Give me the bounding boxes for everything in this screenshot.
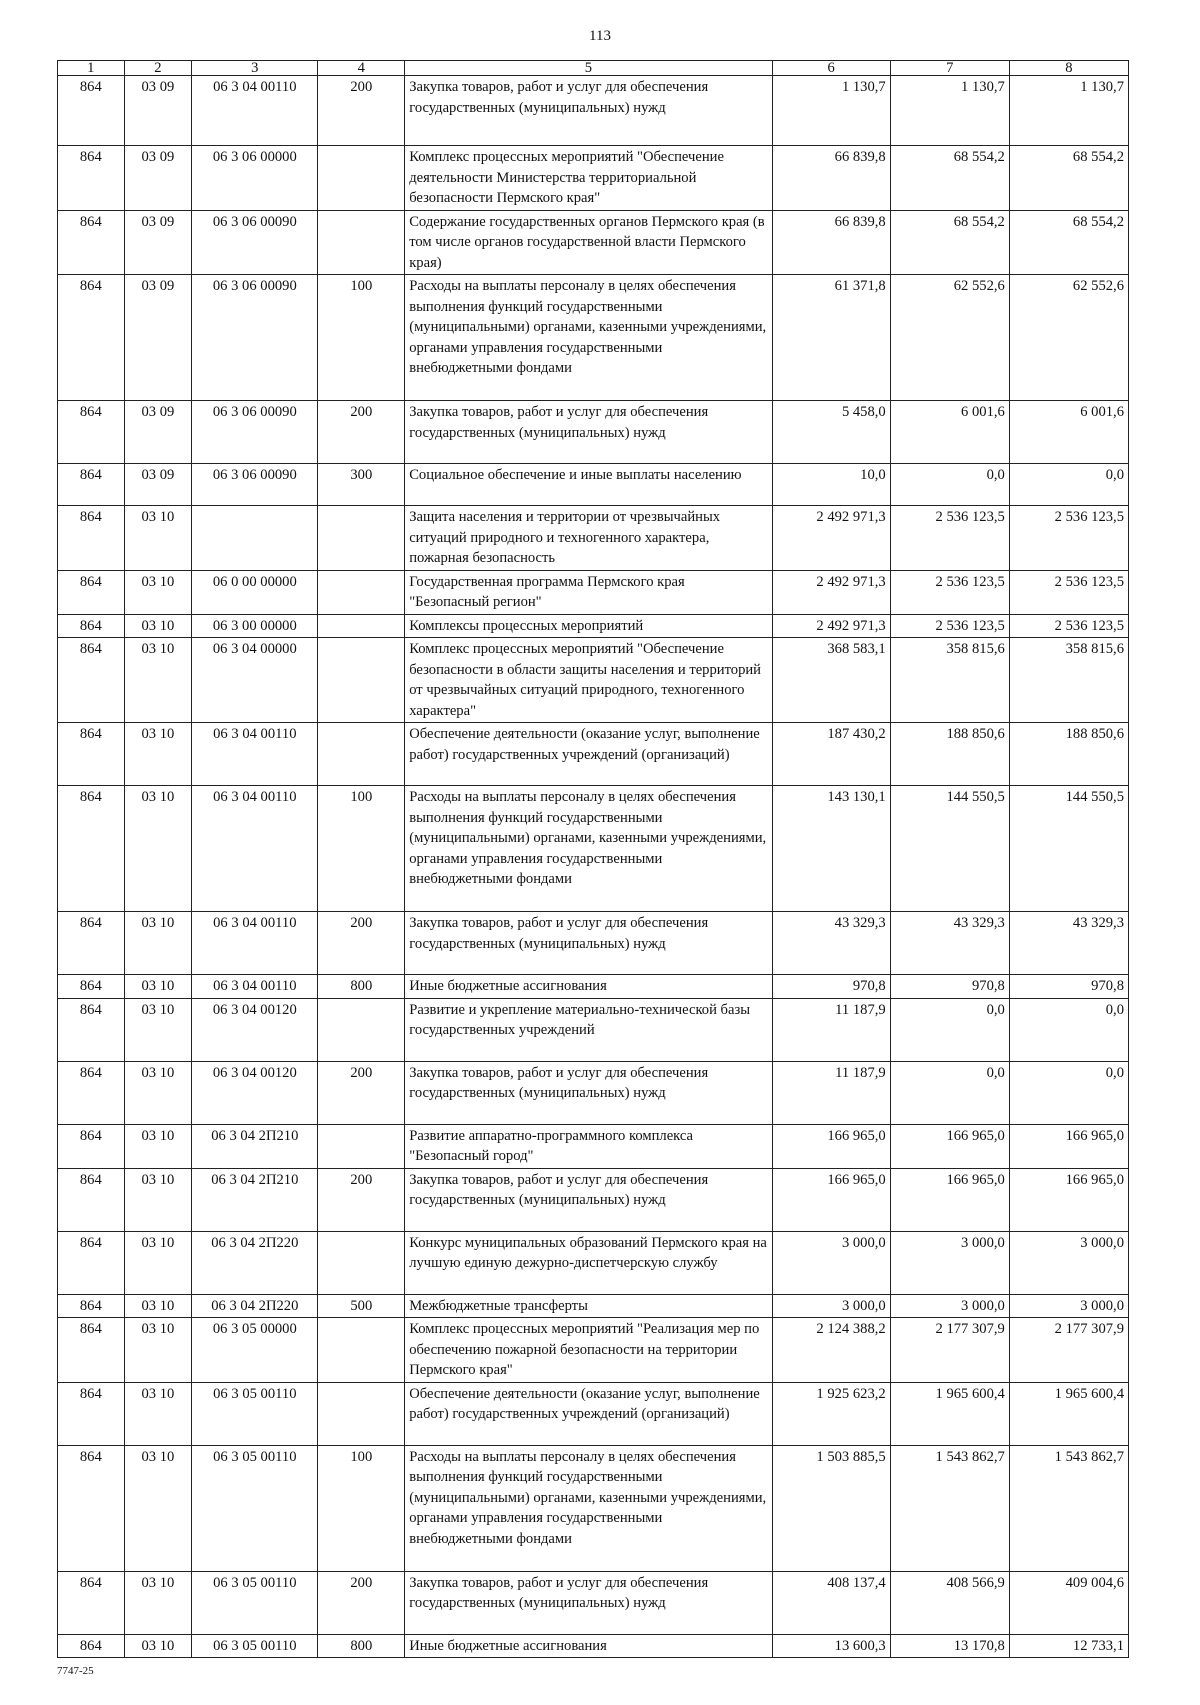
cell-amount-year-2: 188 850,6 [890,723,1009,786]
cell-item-name: Закупка товаров, работ и услуг для обеспечения государственных (муниципальных) нужд [405,1061,772,1124]
cell-amount-year-3: 68 554,2 [1009,146,1128,211]
cell-amount-year-1: 1 503 885,5 [772,1445,890,1571]
column-header: 2 [124,61,192,76]
table-row [58,638,1129,723]
cell-section-code: 03 10 [124,723,192,786]
cell-amount-year-2: 6 001,6 [890,401,1009,464]
cell-gov-code: 864 [58,275,125,401]
cell-section-code: 03 09 [124,146,192,211]
table-row [58,1571,1129,1634]
cell-gov-code: 864 [58,570,125,614]
cell-target-code: 06 3 04 2П220 [192,1231,318,1294]
cell-target-code: 06 0 00 00000 [192,570,318,614]
cell-section-code: 03 10 [124,506,192,571]
cell-item-name: Развитие аппаратно-программного комплекса "Безопасный город" [405,1124,772,1168]
cell-amount-year-1: 3 000,0 [772,1294,890,1318]
cell-amount-year-2: 68 554,2 [890,210,1009,275]
cell-amount-year-1: 11 187,9 [772,998,890,1061]
cell-section-code: 03 10 [124,1318,192,1383]
cell-target-code: 06 3 05 00110 [192,1382,318,1445]
cell-expense-type: 200 [318,1061,405,1124]
cell-amount-year-3: 409 004,6 [1009,1571,1128,1634]
cell-amount-year-1: 143 130,1 [772,786,890,912]
cell-amount-year-1: 66 839,8 [772,210,890,275]
cell-item-name: Конкурс муниципальных образований Пермского края на лучшую единую дежурно-диспетчерскую службу [405,1231,772,1294]
table-row [58,1445,1129,1571]
cell-gov-code: 864 [58,1124,125,1168]
cell-expense-type [318,614,405,638]
cell-amount-year-1: 61 371,8 [772,275,890,401]
cell-expense-type [318,998,405,1061]
cell-target-code: 06 3 04 00000 [192,638,318,723]
cell-expense-type: 300 [318,464,405,506]
cell-amount-year-2: 2 177 307,9 [890,1318,1009,1383]
cell-expense-type [318,1124,405,1168]
cell-target-code: 06 3 06 00090 [192,401,318,464]
cell-item-name: Иные бюджетные ассигнования [405,1634,772,1658]
cell-item-name: Закупка товаров, работ и услуг для обеспечения государственных (муниципальных) нужд [405,912,772,975]
cell-target-code: 06 3 06 00090 [192,464,318,506]
cell-amount-year-1: 43 329,3 [772,912,890,975]
cell-amount-year-3: 3 000,0 [1009,1294,1128,1318]
cell-amount-year-3: 970,8 [1009,975,1128,999]
table-row [58,464,1129,506]
column-header: 4 [318,61,405,76]
cell-amount-year-1: 13 600,3 [772,1634,890,1658]
cell-amount-year-3: 0,0 [1009,998,1128,1061]
cell-amount-year-1: 1 130,7 [772,76,890,146]
cell-amount-year-1: 66 839,8 [772,146,890,211]
cell-amount-year-3: 2 536 123,5 [1009,614,1128,638]
column-header: 8 [1009,61,1128,76]
cell-target-code: 06 3 04 2П220 [192,1294,318,1318]
page-number: 113 [589,28,611,44]
table-body [58,76,1129,1658]
cell-amount-year-1: 11 187,9 [772,1061,890,1124]
cell-amount-year-2: 2 536 123,5 [890,570,1009,614]
cell-amount-year-2: 3 000,0 [890,1294,1009,1318]
column-header: 7 [890,61,1009,76]
cell-amount-year-3: 1 543 862,7 [1009,1445,1128,1571]
cell-section-code: 03 09 [124,275,192,401]
cell-gov-code: 864 [58,975,125,999]
table-row [58,998,1129,1061]
cell-gov-code: 864 [58,1382,125,1445]
cell-section-code: 03 10 [124,1445,192,1571]
cell-section-code: 03 10 [124,1231,192,1294]
document-code: 7747-25 [57,1665,94,1677]
cell-expense-type: 100 [318,1445,405,1571]
cell-target-code: 06 3 04 2П210 [192,1124,318,1168]
cell-amount-year-2: 68 554,2 [890,146,1009,211]
cell-item-name: Расходы на выплаты персоналу в целях обеспечения выполнения функций государственными (муниципальными) органами, казенными учреждениями, органами управления государственными внебюджетными фондами [405,786,772,912]
cell-gov-code: 864 [58,464,125,506]
cell-item-name: Государственная программа Пермского края "Безопасный регион" [405,570,772,614]
cell-amount-year-3: 0,0 [1009,1061,1128,1124]
table-row [58,1382,1129,1445]
cell-expense-type: 800 [318,975,405,999]
cell-expense-type [318,210,405,275]
cell-amount-year-3: 166 965,0 [1009,1124,1128,1168]
cell-target-code: 06 3 06 00090 [192,210,318,275]
cell-expense-type [318,1382,405,1445]
cell-item-name: Закупка товаров, работ и услуг для обеспечения государственных (муниципальных) нужд [405,76,772,146]
column-header: 3 [192,61,318,76]
cell-gov-code: 864 [58,146,125,211]
cell-expense-type: 200 [318,912,405,975]
cell-amount-year-3: 2 177 307,9 [1009,1318,1128,1383]
cell-expense-type: 800 [318,1634,405,1658]
cell-amount-year-3: 62 552,6 [1009,275,1128,401]
cell-section-code: 03 10 [124,912,192,975]
cell-section-code: 03 10 [124,1382,192,1445]
cell-amount-year-2: 43 329,3 [890,912,1009,975]
cell-target-code: 06 3 05 00110 [192,1445,318,1571]
cell-amount-year-2: 1 543 862,7 [890,1445,1009,1571]
cell-item-name: Комплекс процессных мероприятий "Реализация мер по обеспечению пожарной безопасности на территории Пермского края" [405,1318,772,1383]
cell-gov-code: 864 [58,1061,125,1124]
cell-expense-type [318,506,405,571]
cell-amount-year-2: 144 550,5 [890,786,1009,912]
cell-target-code: 06 3 05 00110 [192,1571,318,1634]
table-row [58,786,1129,912]
table-row [58,723,1129,786]
cell-amount-year-1: 2 492 971,3 [772,614,890,638]
table-row [58,1231,1129,1294]
cell-section-code: 03 10 [124,1571,192,1634]
cell-target-code: 06 3 06 00090 [192,275,318,401]
cell-target-code: 06 3 04 00110 [192,912,318,975]
cell-item-name: Закупка товаров, работ и услуг для обеспечения государственных (муниципальных) нужд [405,1168,772,1231]
cell-section-code: 03 10 [124,1634,192,1658]
cell-section-code: 03 10 [124,1294,192,1318]
cell-gov-code: 864 [58,1445,125,1571]
cell-expense-type [318,723,405,786]
cell-amount-year-1: 2 492 971,3 [772,570,890,614]
cell-amount-year-2: 0,0 [890,998,1009,1061]
cell-section-code: 03 10 [124,975,192,999]
cell-amount-year-3: 188 850,6 [1009,723,1128,786]
cell-amount-year-3: 68 554,2 [1009,210,1128,275]
cell-gov-code: 864 [58,1294,125,1318]
cell-amount-year-3: 1 130,7 [1009,76,1128,146]
cell-item-name: Социальное обеспечение и иные выплаты населению [405,464,772,506]
cell-section-code: 03 10 [124,614,192,638]
cell-gov-code: 864 [58,1318,125,1383]
table-row [58,975,1129,999]
cell-item-name: Комплексы процессных мероприятий [405,614,772,638]
cell-amount-year-3: 1 965 600,4 [1009,1382,1128,1445]
table-row [58,401,1129,464]
cell-item-name: Развитие и укрепление материально-технической базы государственных учреждений [405,998,772,1061]
cell-gov-code: 864 [58,210,125,275]
cell-gov-code: 864 [58,76,125,146]
cell-gov-code: 864 [58,614,125,638]
cell-expense-type: 200 [318,401,405,464]
cell-item-name: Расходы на выплаты персоналу в целях обеспечения выполнения функций государственными (муниципальными) органами, казенными учреждениями, органами управления государственными внебюджетными фондами [405,1445,772,1571]
cell-amount-year-2: 13 170,8 [890,1634,1009,1658]
column-header: 1 [58,61,125,76]
cell-amount-year-2: 166 965,0 [890,1168,1009,1231]
cell-gov-code: 864 [58,1634,125,1658]
cell-section-code: 03 10 [124,1168,192,1231]
cell-gov-code: 864 [58,1571,125,1634]
cell-item-name: Закупка товаров, работ и услуг для обеспечения государственных (муниципальных) нужд [405,401,772,464]
cell-section-code: 03 10 [124,786,192,912]
cell-amount-year-3: 166 965,0 [1009,1168,1128,1231]
cell-expense-type: 100 [318,275,405,401]
table-row [58,1318,1129,1383]
cell-gov-code: 864 [58,1231,125,1294]
table-row [58,146,1129,211]
cell-section-code: 03 09 [124,464,192,506]
cell-amount-year-3: 3 000,0 [1009,1231,1128,1294]
cell-expense-type [318,146,405,211]
cell-amount-year-1: 3 000,0 [772,1231,890,1294]
cell-amount-year-1: 2 492 971,3 [772,506,890,571]
cell-gov-code: 864 [58,723,125,786]
cell-amount-year-3: 12 733,1 [1009,1634,1128,1658]
cell-amount-year-2: 408 566,9 [890,1571,1009,1634]
cell-item-name: Комплекс процессных мероприятий "Обеспечение безопасности в области защиты населения и территорий от чрезвычайных ситуаций природного, техногенного характера" [405,638,772,723]
table-row [58,506,1129,571]
cell-section-code: 03 09 [124,401,192,464]
cell-target-code: 06 3 04 00110 [192,723,318,786]
cell-item-name: Межбюджетные трансферты [405,1294,772,1318]
cell-expense-type: 200 [318,76,405,146]
cell-target-code: 06 3 04 00120 [192,1061,318,1124]
cell-expense-type: 200 [318,1168,405,1231]
cell-target-code: 06 3 05 00110 [192,1634,318,1658]
table-row [58,614,1129,638]
column-header: 5 [405,61,772,76]
cell-gov-code: 864 [58,786,125,912]
cell-target-code [192,506,318,571]
cell-expense-type: 100 [318,786,405,912]
cell-gov-code: 864 [58,638,125,723]
cell-item-name: Комплекс процессных мероприятий "Обеспечение деятельности Министерства территориальной безопасности Пермского края" [405,146,772,211]
cell-amount-year-2: 1 130,7 [890,76,1009,146]
cell-amount-year-2: 166 965,0 [890,1124,1009,1168]
cell-expense-type [318,570,405,614]
cell-target-code: 06 3 00 00000 [192,614,318,638]
cell-item-name: Иные бюджетные ассигнования [405,975,772,999]
table-header-row [58,61,1129,76]
cell-section-code: 03 10 [124,1124,192,1168]
table-row [58,1634,1129,1658]
column-header: 6 [772,61,890,76]
cell-amount-year-2: 3 000,0 [890,1231,1009,1294]
cell-amount-year-2: 358 815,6 [890,638,1009,723]
cell-amount-year-2: 62 552,6 [890,275,1009,401]
table-row [58,570,1129,614]
cell-amount-year-3: 2 536 123,5 [1009,570,1128,614]
cell-item-name: Расходы на выплаты персоналу в целях обеспечения выполнения функций государственными (муниципальными) органами, казенными учреждениями, органами управления государственными внебюджетными фондами [405,275,772,401]
cell-gov-code: 864 [58,998,125,1061]
cell-item-name: Обеспечение деятельности (оказание услуг, выполнение работ) государственных учреждений (организаций) [405,1382,772,1445]
cell-amount-year-1: 368 583,1 [772,638,890,723]
table-row [58,275,1129,401]
cell-amount-year-3: 0,0 [1009,464,1128,506]
cell-item-name: Закупка товаров, работ и услуг для обеспечения государственных (муниципальных) нужд [405,1571,772,1634]
cell-amount-year-3: 2 536 123,5 [1009,506,1128,571]
cell-amount-year-1: 408 137,4 [772,1571,890,1634]
cell-expense-type [318,638,405,723]
cell-amount-year-2: 2 536 123,5 [890,506,1009,571]
cell-expense-type: 500 [318,1294,405,1318]
table-row [58,210,1129,275]
cell-target-code: 06 3 04 00120 [192,998,318,1061]
table-row [58,1124,1129,1168]
cell-section-code: 03 09 [124,210,192,275]
cell-section-code: 03 10 [124,570,192,614]
cell-amount-year-1: 1 925 623,2 [772,1382,890,1445]
cell-amount-year-1: 5 458,0 [772,401,890,464]
table-row [58,1061,1129,1124]
cell-gov-code: 864 [58,1168,125,1231]
cell-amount-year-3: 43 329,3 [1009,912,1128,975]
cell-amount-year-1: 187 430,2 [772,723,890,786]
table-row [58,1168,1129,1231]
cell-target-code: 06 3 06 00000 [192,146,318,211]
cell-target-code: 06 3 04 00110 [192,76,318,146]
cell-amount-year-1: 166 965,0 [772,1124,890,1168]
cell-amount-year-2: 2 536 123,5 [890,614,1009,638]
cell-section-code: 03 10 [124,998,192,1061]
cell-target-code: 06 3 04 2П210 [192,1168,318,1231]
cell-section-code: 03 10 [124,638,192,723]
cell-amount-year-3: 144 550,5 [1009,786,1128,912]
cell-gov-code: 864 [58,401,125,464]
table-row [58,1294,1129,1318]
cell-target-code: 06 3 04 00110 [192,786,318,912]
cell-amount-year-1: 10,0 [772,464,890,506]
budget-table [57,60,1129,1658]
cell-item-name: Содержание государственных органов Пермского края (в том числе органов государственной власти Пермского края) [405,210,772,275]
cell-expense-type [318,1231,405,1294]
cell-amount-year-3: 6 001,6 [1009,401,1128,464]
cell-expense-type: 200 [318,1571,405,1634]
cell-amount-year-2: 970,8 [890,975,1009,999]
cell-amount-year-2: 0,0 [890,464,1009,506]
cell-amount-year-1: 2 124 388,2 [772,1318,890,1383]
cell-amount-year-2: 1 965 600,4 [890,1382,1009,1445]
cell-section-code: 03 09 [124,76,192,146]
cell-item-name: Защита населения и территории от чрезвычайных ситуаций природного и техногенного характера, пожарная безопасность [405,506,772,571]
cell-amount-year-2: 0,0 [890,1061,1009,1124]
cell-expense-type [318,1318,405,1383]
table-row [58,912,1129,975]
cell-target-code: 06 3 04 00110 [192,975,318,999]
cell-amount-year-1: 970,8 [772,975,890,999]
table-row [58,76,1129,146]
cell-amount-year-1: 166 965,0 [772,1168,890,1231]
cell-gov-code: 864 [58,912,125,975]
cell-gov-code: 864 [58,506,125,571]
cell-target-code: 06 3 05 00000 [192,1318,318,1383]
cell-item-name: Обеспечение деятельности (оказание услуг, выполнение работ) государственных учреждений (организаций) [405,723,772,786]
cell-section-code: 03 10 [124,1061,192,1124]
cell-amount-year-3: 358 815,6 [1009,638,1128,723]
